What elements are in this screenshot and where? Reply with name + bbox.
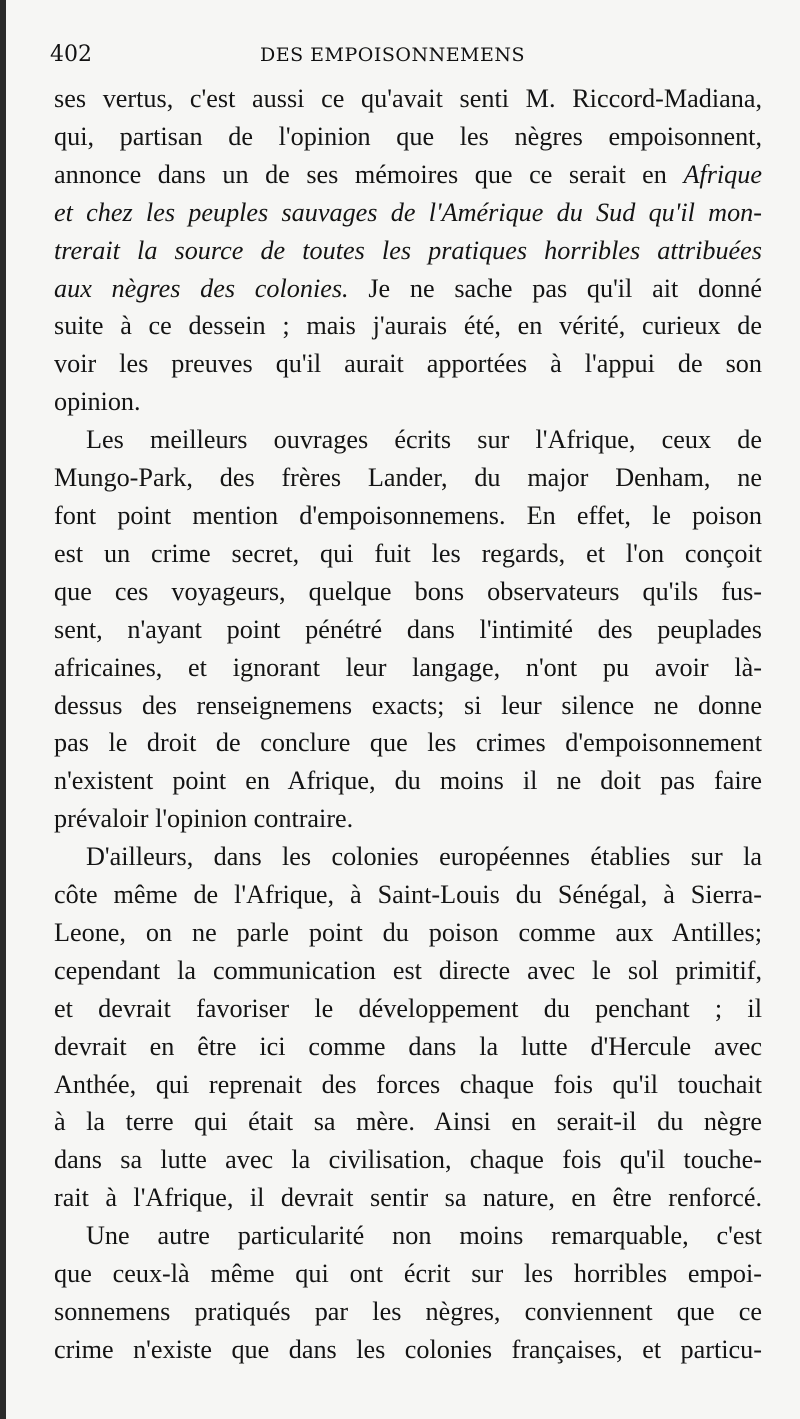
running-head: DES EMPOISONNEMENS [260,44,526,66]
text-line: Mungo-Park, des frères Lander, du major Denham, ne [54,463,762,493]
italic-segment: trerait la source de toutes les pratiques horribles attribuées [54,235,762,265]
text-line: opinion. [54,387,141,417]
text-line: rait à l'Afrique, il devrait sentir sa nature, en être renforcé. [54,1183,762,1213]
text-line: africaines, et ignorant leur langage, n'ont pu avoir là- [54,652,762,682]
text-line-italic [54,232,762,270]
text-line: et devrait favoriser le développement du penchant ; il [54,993,762,1023]
text-line: est un crime secret, qui fuit les regards, et l'on conçoit [54,538,762,568]
text-line: font point mention d'empoisonnemens. En effet, le poison [54,500,762,530]
text-line [54,270,762,308]
text-line: sent, n'ayant point pénétré dans l'intimité des peuplades [54,614,762,644]
text-line: voir les preuves qu'il aurait apportées à l'appui de son [54,349,762,379]
page-header [50,42,766,72]
page-number: 402 [50,42,92,67]
text-line: Une autre particularité non moins remarquable, c'est [86,1221,762,1251]
text-line: prévaloir l'opinion contraire. [54,804,354,834]
paragraph-1 [54,80,762,421]
paragraph-4 [54,1217,762,1369]
text-line: dans sa lutte avec la civilisation, chaque fois qu'il touche- [54,1145,762,1175]
text-line: cependant la communication est directe avec le sol primitif, [54,955,762,985]
text-line [54,156,762,194]
text-line: Les meilleurs ouvrages écrits sur l'Afrique, ceux de [86,425,762,455]
text-line: que ceux-là même qui ont écrit sur les horribles empoi- [54,1259,762,1289]
text-line: n'existent point en Afrique, du moins il ne doit pas faire [54,766,762,796]
text-line: sonnemens pratiqués par les nègres, conviennent que ce [54,1297,762,1326]
text-line: ses vertus, c'est aussi ce qu'avait senti M. Riccord-Madiana, [54,84,762,113]
paragraph-2 [54,421,762,838]
text-segment: Je ne sache pas qu'il ait donné [348,273,762,303]
text-line: côte même de l'Afrique, à Saint-Louis du Sénégal, à Sierra- [54,880,762,910]
text-line: suite à ce dessein ; mais j'aurais été, en vérité, curieux de [54,311,762,341]
text-line: crime n'existe que dans les colonies françaises, et particu- [54,1334,762,1364]
text-line: pas le droit de conclure que les crimes d'empoisonnement [54,728,762,758]
body-text [54,80,762,1369]
text-line: D'ailleurs, dans les colonies européennes établies sur la [86,842,762,872]
italic-segment: Afrique [683,159,762,189]
text-line-italic [54,194,762,232]
paragraph-3 [54,838,762,1217]
text-line: dessus des renseignemens exacts; si leur silence ne donne [54,690,762,720]
text-line: Leone, on ne parle point du poison comme aux Antilles; [54,917,762,947]
italic-segment: aux nègres des colonies. [54,273,349,303]
text-line: que ces voyageurs, quelque bons observateurs qu'ils fus- [54,576,762,606]
text-segment: annonce dans un de ses mémoires que ce serait en [54,159,667,189]
text-line: devrait en être ici comme dans la lutte d'Hercule avec [54,1031,762,1061]
text-line: à la terre qui était sa mère. Ainsi en serait-il du nègre [54,1107,762,1137]
text-line: qui, partisan de l'opinion que les nègres empoisonnent, [54,121,762,151]
italic-segment: et chez les peuples sauvages de l'Amérique du Sud qu'il mon- [54,197,762,227]
text-line: Anthée, qui reprenait des forces chaque fois qu'il touchait [54,1069,762,1099]
